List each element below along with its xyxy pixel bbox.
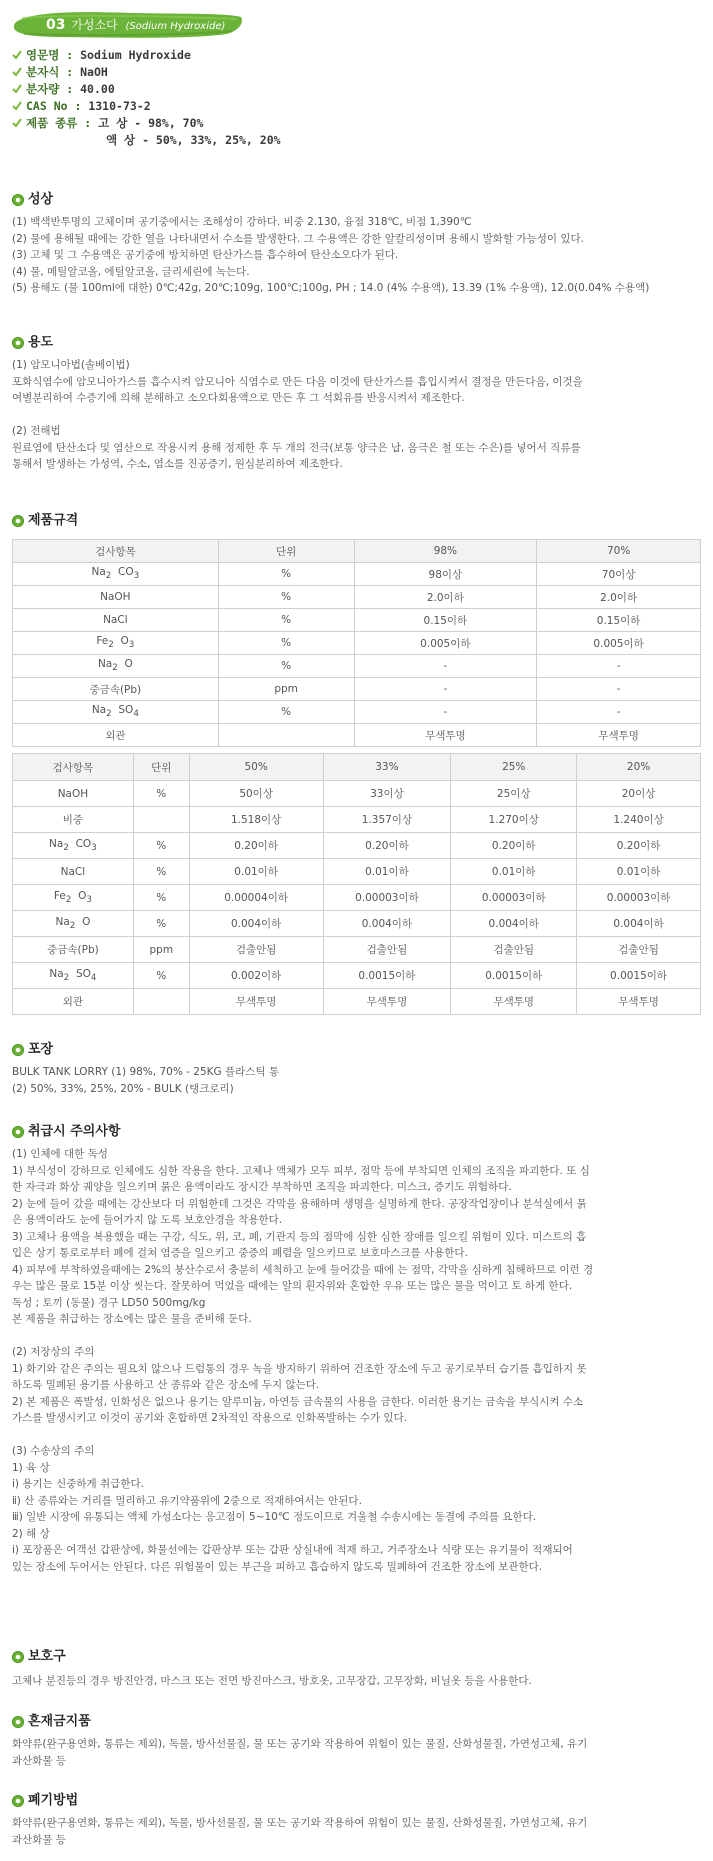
bullet-icon [12, 1716, 24, 1728]
section-heading-text: 포장 [28, 1042, 54, 1057]
cell-value: 98이상 [354, 563, 537, 586]
cell-value: 0.005이하 [354, 632, 537, 655]
cell-value: 20이상 [577, 781, 701, 807]
cell-value: 0.01이하 [189, 859, 323, 885]
item-name-tail: SO [118, 704, 134, 717]
table-row [13, 781, 701, 807]
cell-unit: ppm [218, 678, 354, 701]
cell-value: 1.240이상 [577, 807, 701, 833]
item-subscript: 2 [108, 640, 114, 651]
text-line: (3) 고체 및 그 수용액은 공기중에 방치하면 탄산가스를 흡수하여 탄산소오다가 된다. [12, 249, 399, 261]
table-header-row [13, 754, 701, 781]
item-name-tail: CO [75, 837, 92, 850]
cell-value: - [537, 655, 701, 678]
section-body [12, 1146, 702, 1575]
cell-unit: % [218, 609, 354, 632]
item-name: 외관 [105, 729, 126, 742]
table-row [13, 609, 701, 632]
text-line: 1) 화기와 같은 주의는 필요치 않으나 드럼통의 경우 녹을 방지하기 위하여 건조한 장소에 두고 공기로부터 습기를 흡입하지 못 [12, 1362, 587, 1375]
cell-value: 1.270이상 [451, 807, 577, 833]
section-properties [12, 190, 702, 297]
section-body [12, 1673, 702, 1690]
text-line: 고체나 분진등의 경우 방진안경, 마스크 또는 전면 방진마스크, 방호옷, 고무장갑, 고무장화, 비닐옷 등을 사용한다. [12, 1675, 532, 1687]
info-value: 1310-73-2 [88, 99, 151, 113]
cell-item [13, 859, 134, 885]
column-header: 단위 [218, 540, 354, 563]
info-label: 분자식 : [26, 65, 74, 79]
section-body [12, 1064, 702, 1097]
cell-item [13, 609, 219, 632]
cell-value: 0.0015이하 [451, 963, 577, 989]
cell-value: 0.20이하 [323, 833, 451, 859]
item-name-tail: SO [75, 967, 91, 980]
text-line: 화약류(완구용연화, 통류는 제외), 독물, 방사선물질, 물 또는 공기와 작용하여 위험이 있는 물질, 산화성물질, 가연성고체, 유기 [12, 1817, 588, 1829]
cell-item [13, 563, 219, 586]
item-subscript: 3 [91, 843, 97, 854]
text-line: 과산화물 등 [12, 1833, 67, 1846]
item-name-tail: O [124, 658, 133, 671]
section-body [12, 357, 702, 473]
bullet-icon [12, 1126, 24, 1138]
column-header: 검사항목 [13, 754, 134, 781]
item-subscript: 3 [133, 571, 140, 582]
cell-value: 1.518이상 [189, 807, 323, 833]
cell-item [13, 781, 134, 807]
text-line: 본 제품을 취급하는 장소에는 많은 물을 준비해 둔다. [12, 1313, 252, 1325]
cell-unit [133, 807, 189, 833]
item-subscript: 3 [86, 895, 92, 906]
info-row [12, 47, 701, 64]
info-label: 분자량 : [26, 82, 74, 96]
section-body [12, 1815, 702, 1848]
page-title [46, 16, 225, 33]
item-subscript: 2 [63, 843, 69, 854]
item-name: 중금속(Pb) [89, 683, 142, 696]
cell-item [13, 911, 134, 937]
cell-unit: % [133, 885, 189, 911]
cell-value: 검출안됨 [451, 937, 577, 963]
cell-unit [133, 989, 189, 1015]
section-heading-text: 취급시 주의사항 [28, 1124, 121, 1139]
cell-value: 무색투명 [577, 989, 701, 1015]
cell-unit: % [218, 655, 354, 678]
section-heading-text: 보호구 [28, 1649, 66, 1664]
item-name: Na [91, 566, 106, 579]
cell-unit: % [133, 859, 189, 885]
item-subscript: 2 [105, 571, 112, 582]
info-value: NaOH [80, 65, 108, 79]
text-line: (2) 물에 용해될 때에는 강한 열을 나타내면서 수소를 발생한다. 그 수용액은 강한 알칼리성이며 용해시 발화할 가능성이 있다. [12, 232, 584, 245]
title-number: 03 [46, 17, 66, 33]
cell-value: 70이상 [537, 563, 701, 586]
section-heading [12, 190, 702, 210]
cell-value: 33이상 [323, 781, 451, 807]
column-header: 50% [189, 754, 323, 781]
text-line: 2) 해 상 [12, 1527, 50, 1540]
section-spec [12, 511, 702, 1015]
section-uses [12, 333, 702, 473]
text-line: (1) 암모니아법(솔베이법) [12, 359, 130, 371]
text-line: 통해서 발생하는 가성역, 수소, 염소를 진공증기, 원심분리하여 제조한다. [12, 458, 343, 470]
text-line: 과산화물 등 [12, 1754, 67, 1767]
check-icon [12, 67, 22, 77]
text-line: 가스를 발생시키고 이것이 공기와 혼합하면 2차적인 작용으로 인화폭발하는 수가 있다. [12, 1412, 408, 1424]
table-row [13, 807, 701, 833]
item-subscript: 3 [128, 640, 135, 651]
cell-value: - [354, 678, 537, 701]
cell-value: 0.004이하 [189, 911, 323, 937]
item-name-tail: CO [118, 566, 134, 579]
text-line: 하도록 밀폐된 용기를 사용하고 산 종류와 같은 장소에 두지 않는다. [12, 1379, 320, 1391]
info-sub-value: 액 상 - 50%, 33%, 25%, 20% [106, 133, 281, 147]
item-name: NaOH [100, 591, 131, 603]
section-heading [12, 1647, 702, 1667]
cell-item [13, 632, 219, 655]
cell-unit: % [218, 632, 354, 655]
cell-value: 0.20이하 [189, 833, 323, 859]
item-subscript: 2 [65, 895, 72, 906]
bullet-icon [12, 194, 24, 206]
cell-item [13, 701, 219, 724]
cell-value: 0.00003이하 [451, 885, 577, 911]
section-heading-text: 제품규격 [28, 513, 79, 528]
bullet-icon [12, 1044, 24, 1056]
cell-item [13, 678, 219, 701]
item-name: NaCl [60, 865, 86, 878]
cell-value: 무색투명 [189, 989, 323, 1015]
item-subscript: 2 [63, 973, 70, 984]
cell-value: 0.20이하 [451, 833, 577, 859]
cell-unit: % [133, 911, 189, 937]
text-line: ⅱ) 산 종류와는 거리를 멀리하고 유기약품위에 2중으로 적재하여서는 안된다. [12, 1494, 362, 1507]
section-heading-text: 혼재금지품 [28, 1714, 91, 1729]
cell-value: 50이상 [189, 781, 323, 807]
section-heading [12, 1712, 702, 1732]
item-name: 중금속(Pb) [47, 944, 99, 956]
cell-unit: % [218, 701, 354, 724]
cell-unit: % [133, 833, 189, 859]
text-line: 여별분리하여 수증기에 의해 분해하고 소오다회용액으로 만든 후 그 석회유를 반응시켜서 제조한다. [12, 392, 465, 404]
table-row [13, 701, 701, 724]
info-value: 40.00 [80, 82, 115, 96]
table-row [13, 937, 701, 963]
check-icon [12, 118, 22, 128]
cell-value: - [537, 701, 701, 724]
text-line: 3) 고체나 용액을 복용했을 때는 구강, 식도, 위, 코, 폐, 기관지 등의 점막에 심한 심한 장애를 일으킬 위험이 있다. 미스트의 흡 [12, 1230, 587, 1243]
table-row [13, 911, 701, 937]
table-row [13, 885, 701, 911]
text-line: (4) 물, 메틸알코올, 에틸알코올, 글리세린에 녹는다. [12, 265, 250, 278]
text-line: 은 용액이라도 눈에 들어가지 않 도록 보호안경을 착용한다. [12, 1214, 283, 1226]
cell-unit: ppm [133, 937, 189, 963]
section-protection [12, 1647, 702, 1690]
check-icon [12, 101, 22, 111]
cell-value: 0.00004이하 [189, 885, 323, 911]
item-name: Na [91, 704, 107, 717]
cell-unit: % [218, 563, 354, 586]
product-info [12, 47, 701, 149]
info-row [12, 81, 701, 98]
column-header: 20% [577, 754, 701, 781]
cell-value: 0.002이하 [189, 963, 323, 989]
info-label: CAS No : [26, 99, 82, 113]
bullet-icon [12, 1651, 24, 1663]
cell-item [13, 833, 134, 859]
info-value: 고 상 - 98%, 70% [98, 116, 204, 130]
text-line: ⅰ) 포장품은 여객선 갑판상에, 화물선에는 갑판상부 또는 갑판 상실내에 적재 하고, 거주장소나 식량 또는 유기물이 적재되어 [12, 1544, 573, 1556]
section-packaging [12, 1040, 702, 1097]
table-row [13, 989, 701, 1015]
title-english: (Sodium Hydroxide) [125, 21, 226, 32]
table-row [13, 678, 701, 701]
info-row [12, 115, 701, 132]
cell-value: 0.00003이하 [577, 885, 701, 911]
item-name: Na [55, 915, 70, 928]
cell-value: 0.005이하 [537, 632, 701, 655]
column-header: 단위 [133, 754, 189, 781]
cell-item [13, 586, 219, 609]
text-line: 한 자극과 화상 궤양을 일으키며 묽은 용액이라도 장시간 부착하면 조직을 파괴한다. 미스크, 증기도 위험하다. [12, 1181, 512, 1193]
cell-value: 0.004이하 [577, 911, 701, 937]
column-header: 33% [323, 754, 451, 781]
table-row [13, 563, 701, 586]
bullet-icon [12, 1795, 24, 1807]
item-subscript: 4 [90, 973, 97, 984]
cell-value: 2.0이하 [537, 586, 701, 609]
item-name: Na [97, 658, 113, 671]
text-line: BULK TANK LORRY (1) 98%, 70% - 25KG 플라스틱 통 [12, 1066, 280, 1078]
item-name: Na [49, 837, 64, 850]
info-row [12, 98, 701, 115]
cell-value: 0.20이하 [577, 833, 701, 859]
info-label: 제품 종류 : [26, 116, 92, 130]
section-heading-text: 폐기방법 [28, 1793, 79, 1808]
table-row [13, 724, 701, 747]
table-row [13, 833, 701, 859]
text-line: ⅲ) 일반 시장에 유통되는 액체 가성소다는 응고점이 5~10℃ 정도이므로 겨울철 수송시에는 동결에 주의를 요한다. [12, 1511, 537, 1523]
cell-value: 0.0015이하 [323, 963, 451, 989]
item-name-tail: O [82, 915, 91, 928]
cell-value: 무색투명 [323, 989, 451, 1015]
table-header-row [13, 540, 701, 563]
section-heading [12, 511, 702, 531]
cell-value: 1.357이상 [323, 807, 451, 833]
item-subscript: 4 [133, 709, 139, 720]
cell-item [13, 937, 134, 963]
table-row [13, 586, 701, 609]
cell-unit: % [133, 963, 189, 989]
cell-value: 0.00003이하 [323, 885, 451, 911]
text-line: ⅰ) 용기는 신중하게 취급한다. [12, 1478, 144, 1490]
text-line: 1) 육 상 [12, 1461, 50, 1474]
text-line: 2) 본 제품은 폭발성, 인화성은 없으나 용기는 알루미늄, 아연등 금속물의 사용을 금한다. 이러한 용기는 금속을 부식시켜 수소 [12, 1395, 584, 1408]
cell-unit [218, 724, 354, 747]
section-heading [12, 1122, 702, 1142]
bullet-icon [12, 337, 24, 349]
cell-value: 검출안됨 [323, 937, 451, 963]
text-line: 있는 장소에 두어서는 안된다. 다른 위험물이 있는 부근을 피하고 흡습하지 않도록 밀폐하여 건조한 장소에 보관한다. [12, 1560, 543, 1573]
item-subscript: 2 [106, 709, 112, 720]
section-heading-text: 성상 [28, 192, 54, 207]
spec-table-liquid [12, 753, 701, 1015]
cell-value: 0.004이하 [323, 911, 451, 937]
cell-value: 25이상 [451, 781, 577, 807]
text-line: (2) 전해법 [12, 425, 61, 437]
item-name: Fe [96, 635, 109, 648]
cell-item [13, 807, 134, 833]
cell-value: 0.01이하 [577, 859, 701, 885]
cell-value: 무색투명 [451, 989, 577, 1015]
cell-value: - [354, 655, 537, 678]
cell-value: 무색투명 [354, 724, 537, 747]
section-heading [12, 1040, 702, 1060]
text-line: 포화식염수에 암모니아가스를 흡수시켜 암모니아 식염수로 만든 다음 이것에 탄산가스를 흡입시켜서 결정을 만든다음, 이것을 [12, 375, 583, 388]
cell-value: 무색투명 [537, 724, 701, 747]
item-name: 비중 [62, 814, 84, 826]
title-korean: 가성소다 [71, 18, 118, 32]
cell-value: 0.15이하 [354, 609, 537, 632]
section-incompatible [12, 1712, 702, 1769]
table-row [13, 963, 701, 989]
section-heading [12, 1791, 702, 1811]
text-line: (5) 용해도 (물 100ml에 대한) 0℃;42g, 20℃;109g, 100℃;100g, PH ; 14.0 (4% 수용액), 13.39 (1% 수용액), 12.0(0.04% 수용액) [12, 282, 650, 294]
cell-value: - [354, 701, 537, 724]
cell-unit: % [133, 781, 189, 807]
cell-value: - [537, 678, 701, 701]
check-icon [12, 50, 22, 60]
item-subscript: 2 [69, 921, 76, 932]
item-name: NaCl [103, 614, 128, 626]
cell-value: 2.0이하 [354, 586, 537, 609]
section-handling [12, 1122, 702, 1575]
cell-item [13, 963, 134, 989]
section-heading [12, 333, 702, 353]
text-line: 2) 눈에 들어 갔을 때에는 강산보다 더 위험한데 그것은 각막을 용해하며 생명을 실명하게 한다. 공장작업장이나 분석실에서 묽 [12, 1197, 587, 1210]
text-line: 입은 상기 통로로부터 폐에 걸쳐 염증을 일으키고 중증의 폐렴을 일으키므로 보호마스크를 사용한다. [12, 1247, 468, 1259]
item-name: 외관 [62, 996, 84, 1008]
cell-value: 0.15이하 [537, 609, 701, 632]
item-name-tail: O [78, 889, 87, 902]
section-heading-text: 용도 [28, 335, 54, 350]
column-header: 25% [451, 754, 577, 781]
column-header: 98% [354, 540, 537, 563]
text-line: (2) 저장상의 주의 [12, 1346, 95, 1358]
column-header: 70% [537, 540, 701, 563]
text-line: 4) 피부에 부착하였을때에는 2%의 붕산수로서 충분히 세척하고 눈에 들어갔을 때에 는 점막, 각막을 심하게 침해하므로 이런 경 [12, 1263, 594, 1276]
text-line: (3) 수송상의 주의 [12, 1445, 95, 1457]
text-line: 독성 ; 토끼 (동물) 경구 LD50 500mg/kg [12, 1296, 206, 1309]
text-line: (1) 인체에 대한 독성 [12, 1148, 108, 1160]
text-line: 화약류(완구용연화, 통류는 제외), 독물, 방사선물질, 물 또는 공기와 작용하여 위험이 있는 물질, 산화성물질, 가연성고체, 유기 [12, 1738, 588, 1750]
column-header: 검사항목 [13, 540, 219, 563]
info-value: Sodium Hydroxide [80, 48, 191, 62]
item-name: Na [49, 967, 64, 980]
cell-item [13, 989, 134, 1015]
cell-item [13, 885, 134, 911]
section-disposal [12, 1791, 702, 1848]
cell-item [13, 724, 219, 747]
item-name: Fe [53, 889, 66, 902]
section-body [12, 1736, 702, 1769]
cell-value: 0.01이하 [451, 859, 577, 885]
section-body [12, 214, 702, 297]
cell-value: 검출안됨 [189, 937, 323, 963]
text-line: (1) 백색반투명의 고체이며 공기중에서는 조해성이 강하다. 비중 2.130, 융점 318℃, 비점 1,390℃ [12, 216, 472, 228]
info-label: 영문명 : [26, 48, 74, 62]
table-row [13, 655, 701, 678]
table-row [13, 632, 701, 655]
cell-value: 0.01이하 [323, 859, 451, 885]
check-icon [12, 84, 22, 94]
info-row [12, 64, 701, 81]
item-name: NaOH [57, 787, 89, 800]
text-line: 1) 부식성이 강하므로 인체에도 심한 작용을 한다. 고체나 액체가 모두 피부, 점막 등에 부착되면 인체의 조직을 파괴한다. 또 심 [12, 1164, 590, 1177]
cell-value: 0.0015이하 [577, 963, 701, 989]
cell-unit: % [218, 586, 354, 609]
item-subscript: 2 [112, 663, 118, 674]
bullet-icon [12, 515, 24, 527]
cell-value: 검출안됨 [577, 937, 701, 963]
title-banner [12, 8, 244, 41]
text-line: 우는 많은 물로 15분 이상 씻는다. 잘못하여 먹었을 때에는 알의 흰자위와 혼합한 우유 또는 많은 물을 먹이고 토 하게 한다. [12, 1280, 573, 1292]
item-name-tail: O [120, 635, 129, 648]
cell-item [13, 655, 219, 678]
table-row [13, 859, 701, 885]
text-line: 원료염에 탄산소다 및 염산으로 작용시켜 용해 정제한 후 두 개의 전극(보통 양극은 납, 음극은 철 또는 수은)를 넣어서 직류를 [12, 441, 581, 454]
spec-table-solid [12, 539, 701, 747]
cell-value: 0.004이하 [451, 911, 577, 937]
text-line: (2) 50%, 33%, 25%, 20% - BULK (탱크로리) [12, 1082, 234, 1095]
